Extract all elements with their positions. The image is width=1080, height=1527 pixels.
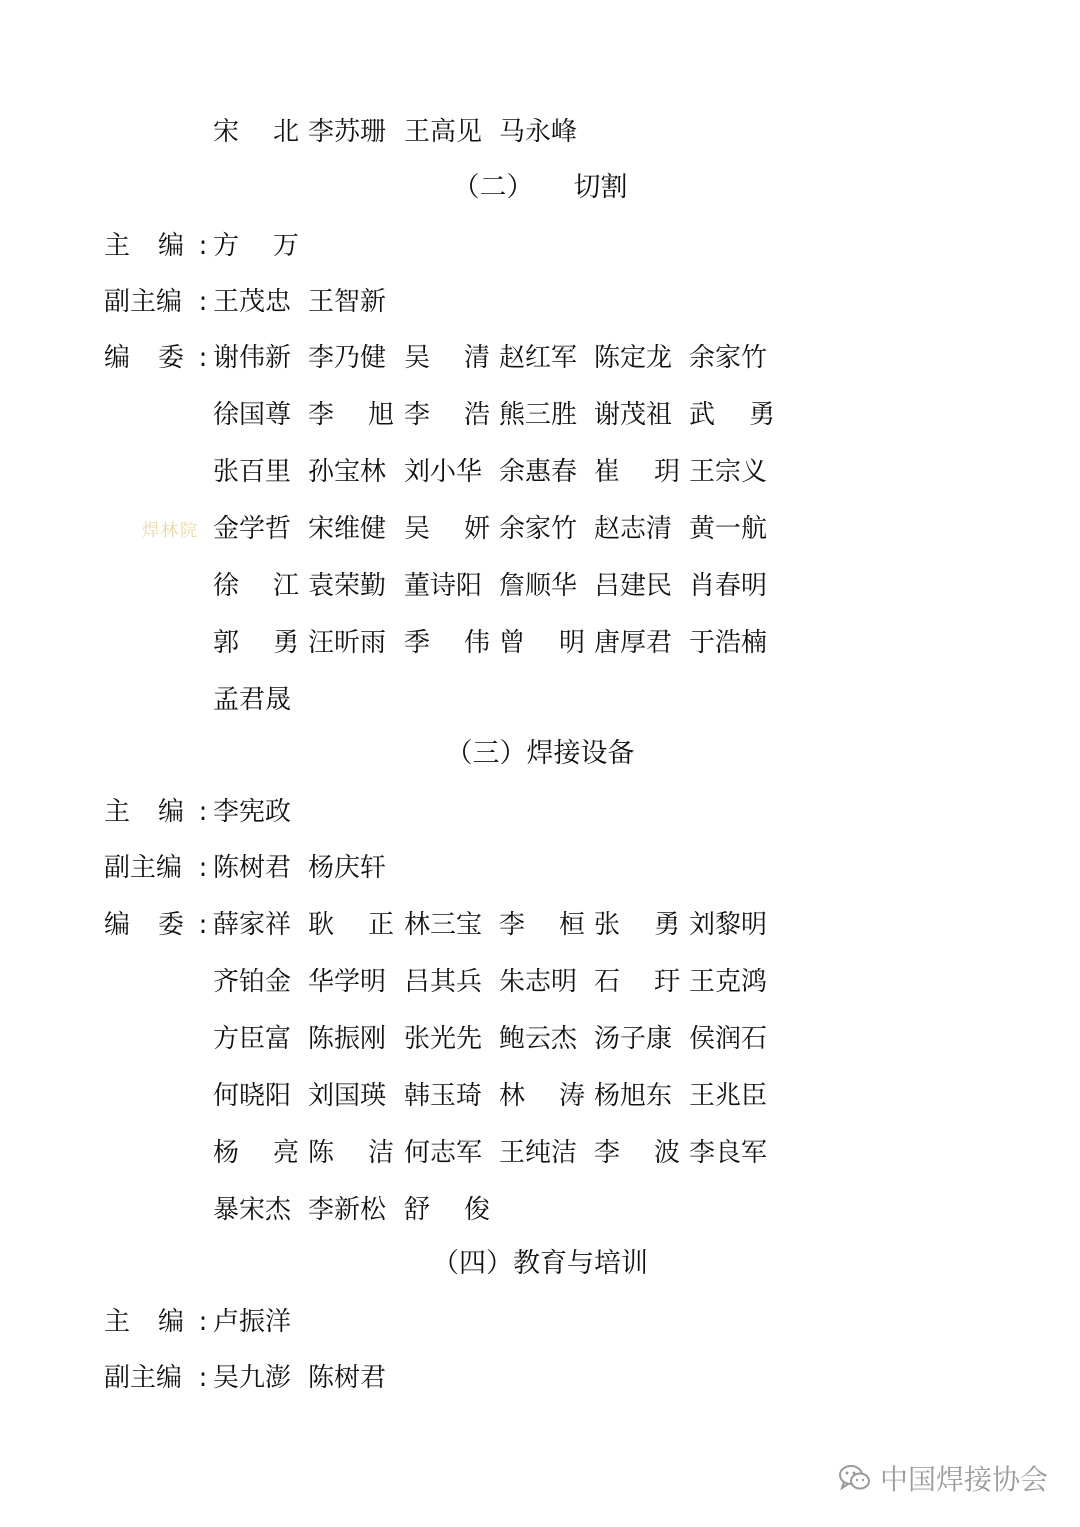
person-name: 方臣富 bbox=[213, 1024, 292, 1054]
person-name: 唐厚君 bbox=[594, 628, 673, 658]
person-name: 王宗义 bbox=[689, 457, 768, 487]
person-name: 孙宝林 bbox=[308, 457, 387, 487]
person-name: 刘国瑛 bbox=[308, 1081, 387, 1111]
chief-editor-name: 李宪政 bbox=[213, 797, 292, 827]
section-heading-education bbox=[0, 1244, 1080, 1284]
section-heading-equipment-part: （三）焊接设备 bbox=[445, 738, 635, 769]
person-name: 齐铂金 bbox=[213, 967, 292, 997]
watermark: 焊林院 bbox=[142, 521, 199, 541]
person-name: 刘黎明 bbox=[689, 910, 768, 940]
person-name: 王茂忠 bbox=[213, 287, 292, 317]
person-name: 熊三胜 bbox=[499, 400, 578, 430]
person-name: 余家竹 bbox=[689, 343, 768, 373]
person-name: 谢茂祖 bbox=[594, 400, 673, 430]
role-label: 副主编 bbox=[104, 1363, 183, 1393]
label-colon: : bbox=[198, 1307, 208, 1337]
role-label: 编 委 bbox=[104, 910, 184, 940]
label-colon: : bbox=[198, 910, 208, 940]
role-label: 主 编 bbox=[104, 797, 184, 827]
person-name: 华学明 bbox=[308, 967, 387, 997]
section-heading-cutting bbox=[0, 168, 1080, 208]
person-name: 赵红军 bbox=[499, 343, 578, 373]
person-name: 李 桓 bbox=[499, 910, 585, 940]
person-name: 张百里 bbox=[213, 457, 292, 487]
wechat-icon bbox=[838, 1463, 872, 1493]
person-name: 季 伟 bbox=[404, 628, 490, 658]
person-name: 陈树君 bbox=[308, 1363, 387, 1393]
footer-brand-label: 中国焊接协会 bbox=[880, 1463, 1049, 1496]
person-name: 宋维健 bbox=[308, 514, 387, 544]
person-name: 陈 洁 bbox=[308, 1138, 394, 1168]
person-name: 王高见 bbox=[404, 117, 483, 147]
person-name: 侯润石 bbox=[689, 1024, 768, 1054]
label-colon: : bbox=[198, 343, 208, 373]
person-name: 暴宋杰 bbox=[213, 1195, 292, 1225]
person-name: 吴九澎 bbox=[213, 1363, 292, 1393]
person-name: 董诗阳 bbox=[404, 571, 483, 601]
person-name: 何志军 bbox=[404, 1138, 483, 1168]
person-name: 黄一航 bbox=[689, 514, 768, 544]
person-name: 赵志清 bbox=[594, 514, 673, 544]
person-name: 宋 北 bbox=[213, 117, 299, 147]
role-label: 副主编 bbox=[104, 853, 183, 883]
person-name: 余惠春 bbox=[499, 457, 578, 487]
role-label: 主 编 bbox=[104, 231, 184, 261]
person-name: 马永峰 bbox=[499, 117, 578, 147]
chief-editor-name: 方 万 bbox=[213, 231, 299, 261]
person-name: 张光先 bbox=[404, 1024, 483, 1054]
person-name: 朱志明 bbox=[499, 967, 578, 997]
person-name: 吴 妍 bbox=[404, 514, 490, 544]
person-name: 李 浩 bbox=[404, 400, 490, 430]
person-name: 谢伟新 bbox=[213, 343, 292, 373]
person-name: 石 玗 bbox=[594, 967, 680, 997]
person-name: 李新松 bbox=[308, 1195, 387, 1225]
chief-editor-name: 卢振洋 bbox=[213, 1307, 292, 1337]
person-name: 李苏珊 bbox=[308, 117, 387, 147]
person-name: 崔 玥 bbox=[594, 457, 680, 487]
section-heading-cutting-part: （二） bbox=[452, 172, 534, 203]
person-name: 吴 清 bbox=[404, 343, 490, 373]
person-name: 杨庆轩 bbox=[308, 853, 387, 883]
person-name: 吕建民 bbox=[594, 571, 673, 601]
person-name: 李 旭 bbox=[308, 400, 394, 430]
person-name: 薛家祥 bbox=[213, 910, 292, 940]
person-name: 于浩楠 bbox=[689, 628, 768, 658]
person-name: 王克鸿 bbox=[689, 967, 768, 997]
label-colon: : bbox=[198, 231, 208, 261]
person-name: 韩玉琦 bbox=[404, 1081, 483, 1111]
person-name: 余家竹 bbox=[499, 514, 578, 544]
person-name: 曾 明 bbox=[499, 628, 585, 658]
label-colon: : bbox=[198, 287, 208, 317]
person-name: 李良军 bbox=[689, 1138, 768, 1168]
person-name: 王兆臣 bbox=[689, 1081, 768, 1111]
person-name: 李 波 bbox=[594, 1138, 680, 1168]
role-label: 主 编 bbox=[104, 1307, 184, 1337]
role-label: 副主编 bbox=[104, 287, 183, 317]
person-name: 陈树君 bbox=[213, 853, 292, 883]
person-name: 詹顺华 bbox=[499, 571, 578, 601]
person-name: 郭 勇 bbox=[213, 628, 299, 658]
role-label: 编 委 bbox=[104, 343, 184, 373]
person-name: 吕其兵 bbox=[404, 967, 483, 997]
person-name: 金学哲 bbox=[213, 514, 292, 544]
footer-brand bbox=[838, 1458, 1048, 1498]
person-name: 杨旭东 bbox=[594, 1081, 673, 1111]
person-name: 孟君晟 bbox=[213, 685, 292, 715]
person-name: 耿 正 bbox=[308, 910, 394, 940]
person-name: 王纯洁 bbox=[499, 1138, 578, 1168]
person-name: 汪昕雨 bbox=[308, 628, 387, 658]
person-name: 何晓阳 bbox=[213, 1081, 292, 1111]
person-name: 林三宝 bbox=[404, 910, 483, 940]
person-name: 李乃健 bbox=[308, 343, 387, 373]
person-name: 徐 江 bbox=[213, 571, 299, 601]
person-name: 武 勇 bbox=[689, 400, 775, 430]
person-name: 徐国尊 bbox=[213, 400, 292, 430]
person-name: 陈定龙 bbox=[594, 343, 673, 373]
person-name: 陈振刚 bbox=[308, 1024, 387, 1054]
person-name: 张 勇 bbox=[594, 910, 680, 940]
person-name: 林 涛 bbox=[499, 1081, 585, 1111]
section-heading-equipment bbox=[0, 734, 1080, 774]
section-heading-education-part: （四）教育与培训 bbox=[432, 1248, 648, 1279]
label-colon: : bbox=[198, 853, 208, 883]
label-colon: : bbox=[198, 797, 208, 827]
person-name: 刘小华 bbox=[404, 457, 483, 487]
person-name: 王智新 bbox=[308, 287, 387, 317]
person-name: 杨 亮 bbox=[213, 1138, 299, 1168]
section-heading-cutting-part: 切割 bbox=[573, 172, 628, 203]
person-name: 袁荣勤 bbox=[308, 571, 387, 601]
person-name: 舒 俊 bbox=[404, 1195, 490, 1225]
label-colon: : bbox=[198, 1363, 208, 1393]
person-name: 肖春明 bbox=[689, 571, 768, 601]
person-name: 鲍云杰 bbox=[499, 1024, 578, 1054]
person-name: 汤子康 bbox=[594, 1024, 673, 1054]
